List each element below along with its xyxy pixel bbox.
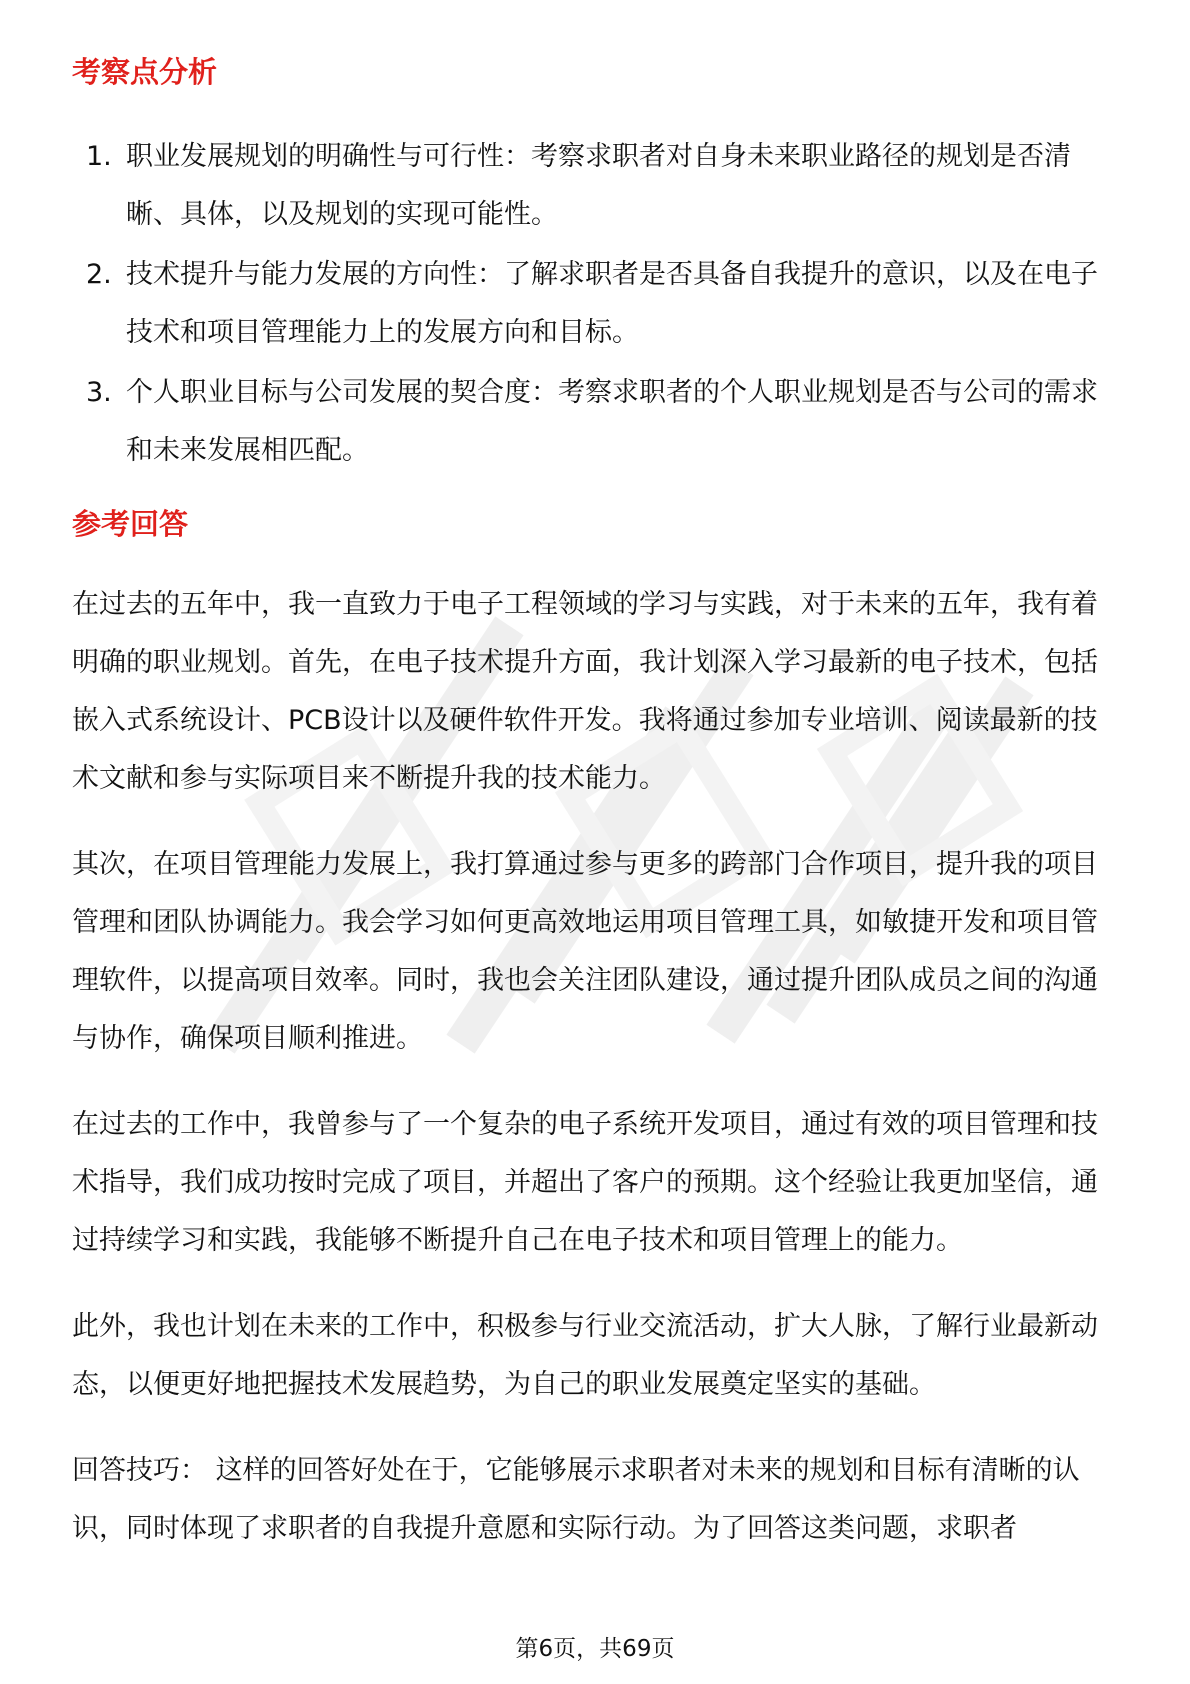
analysis-list bbox=[72, 128, 1120, 480]
page-content bbox=[72, 48, 1120, 1558]
answer-paragraph-4: 此外，我也计划在未来的工作中，积极参与行业交流活动，扩大人脉，了解行业最新动态，以便更好地把握技术发展趋势，为自己的职业发展奠定坚实的基础。 bbox=[72, 1311, 1098, 1400]
list-item-text: 个人职业目标与公司发展的契合度：考察求职者的个人职业规划是否与公司的需求和未来发展相匹配。 bbox=[126, 377, 1098, 466]
reference-heading: 参考回答 bbox=[72, 507, 189, 541]
analysis-heading: 考察点分析 bbox=[72, 55, 218, 89]
answer-paragraph-1: 在过去的五年中，我一直致力于电子工程领域的学习与实践，对于未来的五年，我有着明确的职业规划。首先，在电子技术提升方面，我计划深入学习最新的电子技术，包括嵌入式系统设计、PCB设计以及硬件软件开发。我将通过参加专业培训、阅读最新的技术文献和参与实际项目来不断提升我的技术能力。 bbox=[72, 589, 1098, 794]
list-item-text: 技术提升与能力发展的方向性：了解求职者是否具备自我提升的意识，以及在电子技术和项目管理能力上的发展方向和目标。 bbox=[126, 259, 1098, 348]
analysis-item-3 bbox=[72, 364, 1120, 480]
page-footer: 第6页，共69页 bbox=[515, 1636, 675, 1662]
analysis-item-2 bbox=[72, 246, 1120, 362]
answer-paragraph-2: 其次，在项目管理能力发展上，我打算通过参与更多的跨部门合作项目，提升我的项目管理和团队协调能力。我会学习如何更高效地运用项目管理工具，如敏捷开发和项目管理软件，以提高项目效率。同时，我也会关注团队建设，通过提升团队成员之间的沟通与协作，确保项目顺利推进。 bbox=[72, 849, 1098, 1054]
analysis-item-1 bbox=[72, 128, 1120, 244]
answer-paragraph-3: 在过去的工作中，我曾参与了一个复杂的电子系统开发项目，通过有效的项目管理和技术指导，我们成功按时完成了项目，并超出了客户的预期。这个经验让我更加坚信，通过持续学习和实践，我能够不断提升自己在电子技术和项目管理上的能力。 bbox=[72, 1109, 1098, 1256]
list-number: 3. bbox=[86, 377, 112, 408]
answer-tips-paragraph: 回答技巧： 这样的回答好处在于，它能够展示求职者对未来的规划和目标有清晰的认识，同时体现了求职者的自我提升意愿和实际行动。为了回答这类问题，求职者 bbox=[72, 1455, 1080, 1544]
list-number: 1. bbox=[86, 141, 112, 172]
list-item-text: 职业发展规划的明确性与可行性：考察求职者对自身未来职业路径的规划是否清晰、具体，以及规划的实现可能性。 bbox=[126, 141, 1071, 230]
list-number: 2. bbox=[86, 259, 112, 290]
